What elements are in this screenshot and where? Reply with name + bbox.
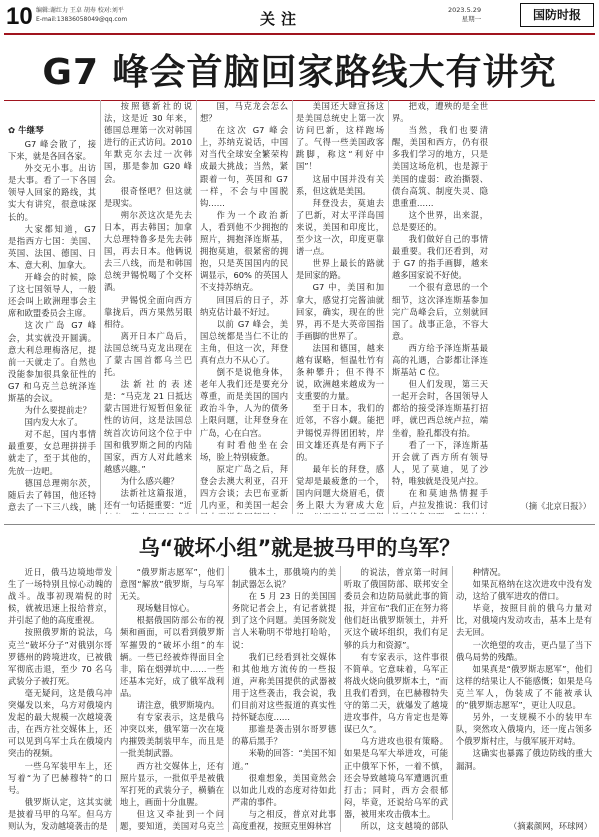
issue-date-value: 2023.5.29 bbox=[448, 6, 482, 14]
paragraph: 当然，我们也要清醒，美国和西方，仍有很多我们学习的地方，只是美国这场危机，也是源于美国的虚弱：政治撕裂、债台高筑、制度失灵、隐患重重…… bbox=[392, 125, 488, 208]
column-divider bbox=[340, 566, 341, 832]
paragraph: 西方社交媒体上，还有照片显示，一批似乎是被俄军打死的武装分子，横躺在地上，画面十分血腥。 bbox=[120, 760, 224, 807]
paragraph: 回国后的日子，苏纳克估计最不好过。 bbox=[200, 294, 288, 317]
paragraph: 所以，这支越境的部队 bbox=[360, 820, 448, 831]
paragraph: 作为一个政治新人，看到他不少拥抱的照片，拥抱泽连斯基，拥抱莫迪，很紧密的拥抱，只是英国国内的民调显示，60% 的英国人不支持苏纳克。 bbox=[200, 209, 288, 293]
paragraph: 倒不是说他身体，老年人我们还是要充分尊重，而是美国的国内政治斗争，人为的债务上限问题，让拜登身在广岛，心在白宫。 bbox=[200, 367, 288, 438]
a2-column-2 bbox=[120, 566, 224, 832]
header-rule bbox=[4, 33, 595, 35]
paragraph: （摘《北京日报》） bbox=[520, 501, 591, 511]
paragraph: 很难想象，美国竟然会以如此儿戏的态度对待如此严肃的事件。 bbox=[232, 772, 336, 807]
paragraph: 大家都知道，G7 是指西方七国：美国、英国、法国、德国、日本、意大利、加拿大。 bbox=[8, 223, 96, 270]
paragraph: 一次绝望的攻击，更凸显了当下俄乌局势的残酷。 bbox=[456, 639, 592, 662]
paragraph: 米勒的回答：“美国不知道。” bbox=[232, 748, 336, 771]
paragraph: 按照德新社的说法，这是近 30 年来，德国总理第一次对韩国进行的正式访问。2010 年默克尔去过一次韩国，那是参加 G20 峰会。 bbox=[104, 101, 192, 184]
paragraph: 原定广岛之后，拜登会去澳大利亚，召开四方会谈；去巴布亚新几内亚，和美国一起会 bbox=[200, 463, 288, 511]
paragraph: 这确实也暴露了俄边防线的重大漏洞。 bbox=[456, 748, 592, 771]
column-divider bbox=[100, 100, 101, 514]
a2-column-4 bbox=[344, 566, 448, 832]
paragraph: 这次广岛 G7 峰会，其实就没开圆满。意大利总理梅洛尼，提前一天就走了。自然也没能参加很具象征性的 G7 和乌克兰总统泽连斯基的会议。 bbox=[8, 320, 96, 403]
paragraph: 现场魅目惊心。 bbox=[136, 603, 195, 614]
paragraph: 国，马克龙会怎么想？ bbox=[200, 101, 288, 124]
a1-column-4 bbox=[296, 100, 384, 514]
paragraph: 近日，俄马边境地带发生了一场特别且惊心动魄的战斗。战事初现端倪的时候，就被迅速上报给普京，并引起了他的高度重视。 bbox=[8, 567, 112, 626]
a2-column-3 bbox=[232, 566, 336, 832]
paragraph: 法新社这篇报道，还有一句话挺重要：“近 bbox=[104, 488, 192, 511]
paragraph: 有时看他坐在会场，脸上特别疲惫。 bbox=[200, 439, 288, 462]
paragraph: 为什么要提前走？ bbox=[24, 405, 91, 416]
paragraph: 我们已经看到社交媒体和其他地方流传的一些报道，声称美国提供的武器被用于这些袭击，我会说，我们目前对这些报道的真实性持怀疑态度…… bbox=[232, 651, 336, 723]
paragraph: 有专家表示，这是俄乌冲突以来，俄军第一次在境内摧毁美制装甲车，而且是一批美制武器。 bbox=[120, 712, 224, 759]
column-divider bbox=[452, 566, 453, 820]
paragraph: 拜登没去，莫迪去了巴新，对太平洋岛国来说，美国和印度比，至少这一次，印度更靠谱一点。 bbox=[296, 197, 384, 257]
paragraph: 毫无疑问，这是俄乌冲突爆发以来，乌方对俄境内发起的最大规模一次越境袭击，在西方社交媒体上，还可以见到乌军士兵在俄境内突击的视频。 bbox=[8, 687, 112, 759]
paragraph: 西方给予泽连斯基最高的礼遇，合影都让泽连斯基站 C 位。 bbox=[392, 342, 488, 378]
a1-column-2 bbox=[104, 100, 192, 514]
a1-column-5 bbox=[392, 100, 488, 514]
paragraph: 离开日本广岛后，法国总统马克龙出现在了蒙古国首都乌兰巴托。 bbox=[104, 330, 192, 378]
paragraph: 但这又牵扯到一个问题，要知道，美国对乌克兰 bbox=[120, 808, 224, 831]
paragraph: 开峰会的时候，除了这七国领导人，一般还会叫上欧洲理事会主席和欧盟委员会主席。 bbox=[8, 272, 96, 319]
paragraph: 那谁是袭击别尔哥罗德的幕后黑手？ bbox=[232, 724, 336, 747]
column-divider bbox=[196, 100, 197, 514]
a2-column-1 bbox=[8, 566, 112, 832]
paragraph: 国内发大水了。 bbox=[24, 417, 83, 428]
paragraph: 按照俄罗斯的说法，乌克兰“破坏分子”对俄别尔哥罗德州的跨境进攻，已被俄军彻底击退，至少 70 名乌武装分子被打死。 bbox=[8, 627, 112, 686]
paragraph: 这届中国并没有关系，但这就是美国。 bbox=[296, 173, 384, 196]
article1-headline: G7 峰会首脑回家路线大有讲究 bbox=[42, 52, 557, 93]
paragraph: 有专家表示，这件事很不简单。它意味着，乌军正将战火烧向俄罗斯本土，“而且我们看到，在巴赫穆特失守的第二天，就爆发了越境进攻事件，乌方肯定也是筹谋已久”。 bbox=[344, 651, 448, 735]
editor-email: E-mail:13836058049@qq.com bbox=[36, 16, 128, 23]
paragraph: 在这次 G7 峰会上，苏纳克说话，中国对当代全球安全繁荣构成最大挑战；当然，紧跟着一句，英国和 G7 一样，不会与中国脱钩…… bbox=[200, 125, 288, 208]
paragraph: 但人们发现，第三天一起开会时，各国领导人都给的接受泽连斯基打招呼，就巴西总统卢拉，端坐着，脸孔都没有抬。 bbox=[392, 379, 488, 438]
paragraph: 如果瓦格纳在这次进攻中没有发动，这给了俄军进攻的借口。 bbox=[456, 579, 592, 602]
editor-names: 编辑:谢红力 王卓 胡寿 校对:刘平 bbox=[36, 7, 124, 14]
paragraph: “俄罗斯志愿军”，他们意图“解放”俄罗斯，与乌军无关。 bbox=[120, 567, 224, 602]
paragraph: 俄本土，那俄境内的美制武器怎么说？ bbox=[232, 567, 336, 590]
paragraph: 最年长的拜登，感觉却是最疲惫的一个，国内问题大烧眉毛，债务上限大为窘成大危 bbox=[296, 463, 384, 511]
paragraph: 请注意，俄罗斯境内。 bbox=[136, 700, 220, 711]
editor-info bbox=[36, 6, 127, 24]
paragraph: 尹锡悦全面向西方靠拢后，西方果然另眼相待。 bbox=[104, 294, 192, 329]
a1-column-6 bbox=[496, 500, 591, 513]
paragraph: 一些乌军装甲车上，还写着“为了巴赫穆特”的口号。 bbox=[8, 760, 112, 795]
paragraph: 俄罗斯认定，这其实就是披着马甲的乌军。但乌方则认为，发动越境袭击的是 bbox=[8, 796, 112, 831]
article1-byline: ✿ 牛继琴 bbox=[8, 126, 44, 136]
column-divider bbox=[388, 100, 389, 514]
paragraph: 外交无小事。出访是大事。看了一下各国领导人回家的路线，其实大有讲究，很意味深长的。 bbox=[8, 163, 96, 222]
issue-weekday: 星期一 bbox=[461, 15, 482, 23]
a2-column-6 bbox=[456, 820, 592, 833]
article2-headline: 乌“破坏小组”就是披马甲的乌军？ bbox=[138, 536, 461, 560]
paragraph: 如果真是“俄罗斯志愿军”，他们这样的结果让人不能感慨；如果是乌克兰军人，伪装成了不能被承认的“俄罗斯志愿军”，更让人叹息。 bbox=[456, 663, 592, 711]
column-divider bbox=[116, 566, 117, 832]
paragraph: 把戏，遭殃的是全世界。 bbox=[392, 101, 488, 124]
paragraph: 在和莫迪热情握手后，卢拉发推说：我们讨 bbox=[392, 488, 488, 511]
paragraph: G7 峰会散了，接下来，就是各回各家。 bbox=[8, 139, 96, 162]
paragraph: 看了一下，泽连斯基开会就了西方所有领导人，见了莫迪，见了沙特，唯独就是没见卢拉。 bbox=[392, 439, 488, 486]
paragraph: 美国还大肆宣扬这是美国总统史上第一次访问巴新，这样跑场了。气得一些美国政客跳脚，称这“利好中国”！ bbox=[296, 101, 384, 172]
paragraph: 以前 G7 峰会，美国总统都是当仁不让的主角，但这一次，拜登真有点力不从心了。 bbox=[200, 318, 288, 365]
paragraph: 朔尔茨这次是先去日本，再去韩国；加拿大总理特鲁多是先去韩国，再去日本。他俩说去三八线，而是和韩国总统尹锡悦喝了个交杯酒。 bbox=[104, 209, 192, 293]
section-title: 关注 bbox=[260, 10, 303, 28]
column-divider bbox=[228, 566, 229, 832]
paragraph: 对不起，国内事情最重要，女总理拼拼手就走了，至于其他的，先放一边吧。 bbox=[8, 429, 96, 476]
paragraph: G7 中，美国和加拿大，感觉打完酱油就回家，确实，现在的世界，再不是大英帝国指手画脚的世界了。 bbox=[296, 282, 384, 341]
page-number: 10 bbox=[6, 3, 33, 30]
paragraph: 在 5 月 23 日的美国国务院记者会上，有记者就提到了这个问题。美国务院发言人米勒明不带地打哈哈，说： bbox=[232, 591, 336, 650]
paragraph: 为什么感兴趣？ bbox=[120, 475, 179, 486]
column-divider bbox=[292, 100, 293, 514]
paragraph: 至于日本，我们的近邻，不容小觑。能把尹锡悦弄得团团转，岸田文雄还真是有两下子的。 bbox=[296, 403, 384, 462]
paragraph: 乌方进攻也很有策略。如果是乌军大举进攻，可能正中俄军下怀，一着不慎，还会导致越境乌军遭遇沉重打击；同时，西方会很郁闷，毕竟，还说给乌军的武器，被用来攻击俄本土。 bbox=[344, 736, 448, 819]
paragraph: 这个世界，出来混，总是要还的。 bbox=[392, 209, 488, 232]
a1-column-1 bbox=[8, 138, 96, 514]
paragraph: 世界上最长的路就是回家的路。 bbox=[296, 258, 384, 281]
newspaper-masthead: 国防时报 bbox=[520, 3, 594, 27]
paragraph: 种情况。 bbox=[472, 567, 506, 577]
issue-date bbox=[448, 6, 481, 24]
paragraph: 很奇怪吧？但这就是现实。 bbox=[104, 185, 192, 208]
paragraph: 法国和德国，越来越有谋略，恒温牡竹有条种攀升；但不得不说，欧洲越来越成为一支重要的力量。 bbox=[296, 342, 384, 402]
paragraph: 根据俄国防部公布的视频和画面，可以看到俄罗斯军摧毁的“破坏小组”的车辆。一些已经被炸得面目全非，陷在烟弹坑中……一些还基本完好，成了俄军战利品。 bbox=[120, 615, 224, 698]
paragraph: （摘素颜网，环球网） bbox=[509, 821, 592, 831]
paragraph: 法新社的表述是：“马克龙 21 日抵达蒙古国进行短暂但象征性的访问，这是法国总统首次访问这个位于中国和俄罗斯之间的内陆国家，西方人对此越来越感兴趣。” bbox=[104, 379, 192, 474]
paragraph: 毕竟，按照目前的俄乌力量对比，对俄境内发动攻击，基本上是有去无回。 bbox=[456, 603, 592, 638]
paragraph: 德国总理朔尔茨，随后去了韩国，他还特意去了一下三八线，眺 bbox=[8, 477, 96, 512]
article-divider bbox=[4, 524, 595, 525]
a1-column-3 bbox=[200, 100, 288, 514]
paragraph: 的说法，普京第一时间听取了俄国防部、联邦安全委员会和边防局就此事的简报，并宣布“我们正在努力将他们赶出俄罗斯领土，并歼灭这个破坏组织，我们有足够的兵力和资源”。 bbox=[344, 567, 448, 650]
a2-column-5 bbox=[456, 566, 592, 820]
paragraph: 一个很有意思的一个细节，这次泽连斯基参加完广岛峰会后，立刻就回国了。战事正急，不容大意。 bbox=[392, 282, 488, 341]
paragraph: 我们做好自己的事情最重要。我们还看到，对于 G7 的指手画脚，越来越多国家说不好使。 bbox=[392, 234, 488, 281]
paragraph: 另外，一支规模不小的装甲车队，突然攻入俄境内，还一度占领多个俄罗斯村庄，与俄军展开对峙。 bbox=[456, 712, 592, 747]
paragraph: 与之相反，普京对此事高度重视，按照克里姆林宫 bbox=[232, 808, 336, 831]
